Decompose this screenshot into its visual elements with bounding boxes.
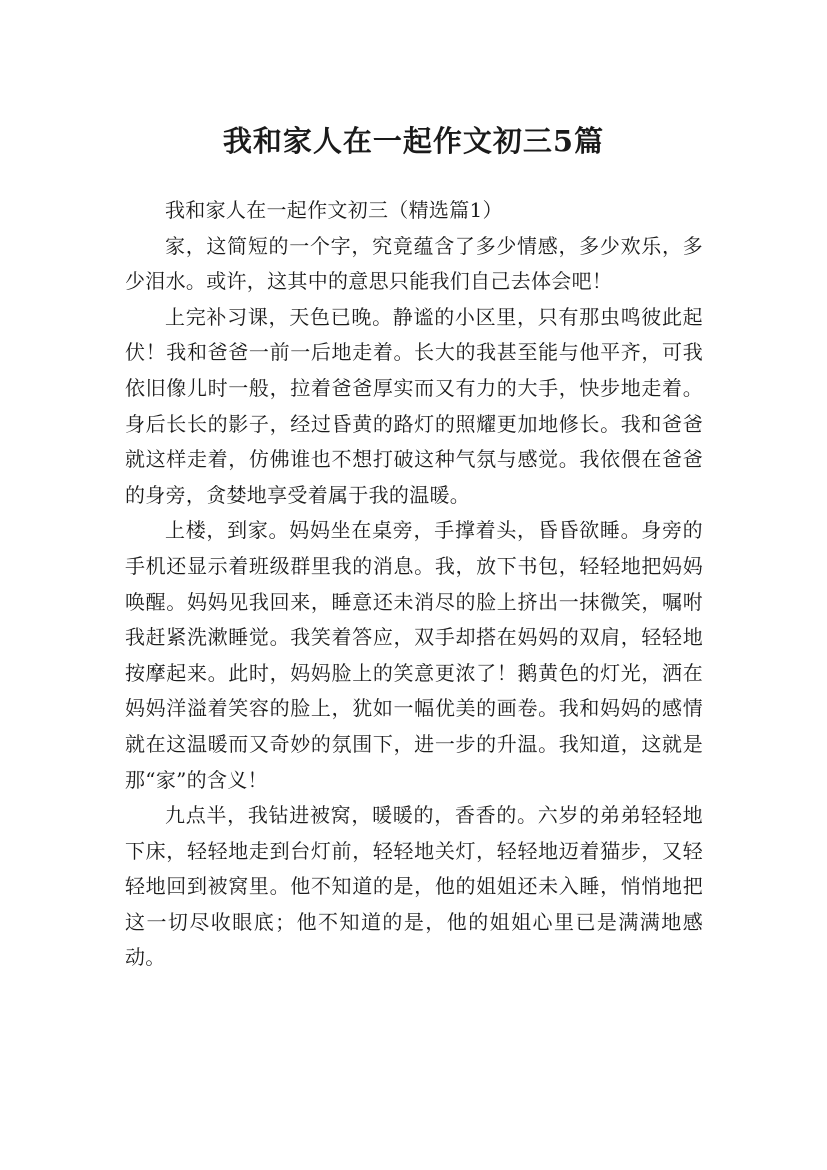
article-body	[125, 193, 703, 976]
section-heading: 我和家人在一起作文初三（精选篇1）	[165, 198, 503, 222]
paragraph: 家，这简短的一个字，究竟蕴含了多少情感，多少欢乐，多少泪水。或许，这其中的意思只能我们自己去体会吧！	[125, 233, 703, 294]
document-title: 我和家人在一起作文初三5篇	[222, 124, 605, 159]
paragraph: 九点半，我钻进被窝，暖暖的，香香的。六岁的弟弟轻轻地下床，轻轻地走到台灯前，轻轻地关灯，轻轻地迈着猫步，又轻轻地回到被窝里。他不知道的是，他的姐姐还未入睡，悄悄地把这一切尽收眼底；他不知道的是，他的姐姐心里已是满满地感动。	[125, 803, 703, 970]
paragraph: 上完补习课，天色已晚。静谧的小区里，只有那虫鸣彼此起伏！我和爸爸一前一后地走着。长大的我甚至能与他平齐，可我依旧像儿时一般，拉着爸爸厚实而又有力的大手，快步地走着。身后长长的影子，经过昏黄的路灯的照耀更加地修长。我和爸爸就这样走着，仿佛谁也不想打破这种气氛与感觉。我依偎在爸爸的身旁，贪婪地享受着属于我的温暖。	[125, 304, 703, 507]
paragraph: 上楼，到家。妈妈坐在桌旁，手撑着头，昏昏欲睡。身旁的手机还显示着班级群里我的消息。我，放下书包，轻轻地把妈妈唤醒。妈妈见我回来，睡意还未消尽的脸上挤出一抹微笑，嘱咐我赶紧洗漱睡觉。我笑着答应，双手却搭在妈妈的双肩，轻轻地按摩起来。此时，妈妈脸上的笑意更浓了！鹅黄色的灯光，洒在妈妈洋溢着笑容的脸上，犹如一幅优美的画卷。我和妈妈的感情就在这温暖而又奇妙的氛围下，进一步的升温。我知道，这就是那“家”的含义！	[125, 518, 703, 792]
